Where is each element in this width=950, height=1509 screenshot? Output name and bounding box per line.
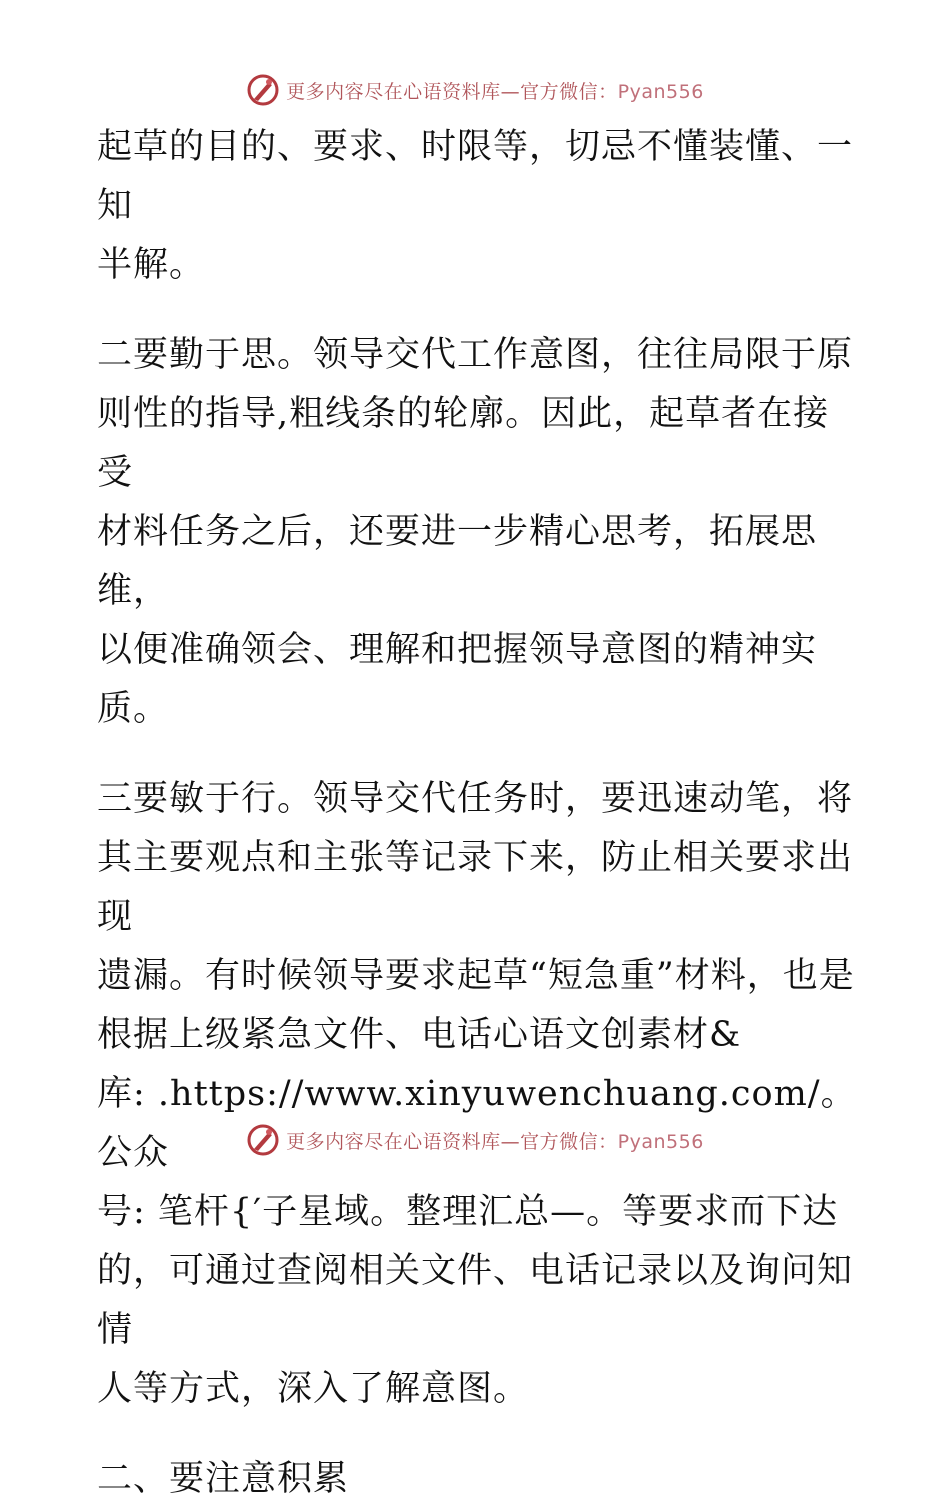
paragraph-1: 起草的目的、要求、时限等，切忌不懂装懂、一知 半解。 (97, 127, 854, 285)
pen-logo-icon (246, 73, 280, 107)
paragraph-3: 三要敏于行。领导交代任务时，要迅速动笔，将 其主要观点和主张等记录下来，防止相关要求出现 遗漏。有时候领导要求起草“短急重”材料，也是 根据上级紧急文件、电话心语文创素材& 库: .https://www.xinyuwenchuang.com/。公众 号: 笔杆{′子星域。整理汇总—。等要求而下达 的，可通过查阅相关文件、电话记录以及询问知情 人等方式，深入了解意图。 (97, 779, 857, 1409)
pen-logo-icon (246, 1123, 280, 1157)
paragraph-2: 二要勤于思。领导交代工作意图，往往局限于原 则性的指导,粗线条的轮廓。因此，起草者在接受 材料任务之后，还要进一步精心思考，拓展思维， 以便准确领会、理解和把握领导意图的精神实质。 (97, 335, 854, 729)
watermark-text: 更多内容尽在心语资料库—官方微信：Pyan556 (286, 1130, 704, 1153)
section-heading: 二、要注意积累 (97, 1459, 350, 1499)
watermark-text: 更多内容尽在心语资料库—官方微信：Pyan556 (286, 80, 704, 103)
footer-watermark (0, 1120, 950, 1160)
document-body (97, 118, 857, 1509)
header-watermark (0, 70, 950, 110)
